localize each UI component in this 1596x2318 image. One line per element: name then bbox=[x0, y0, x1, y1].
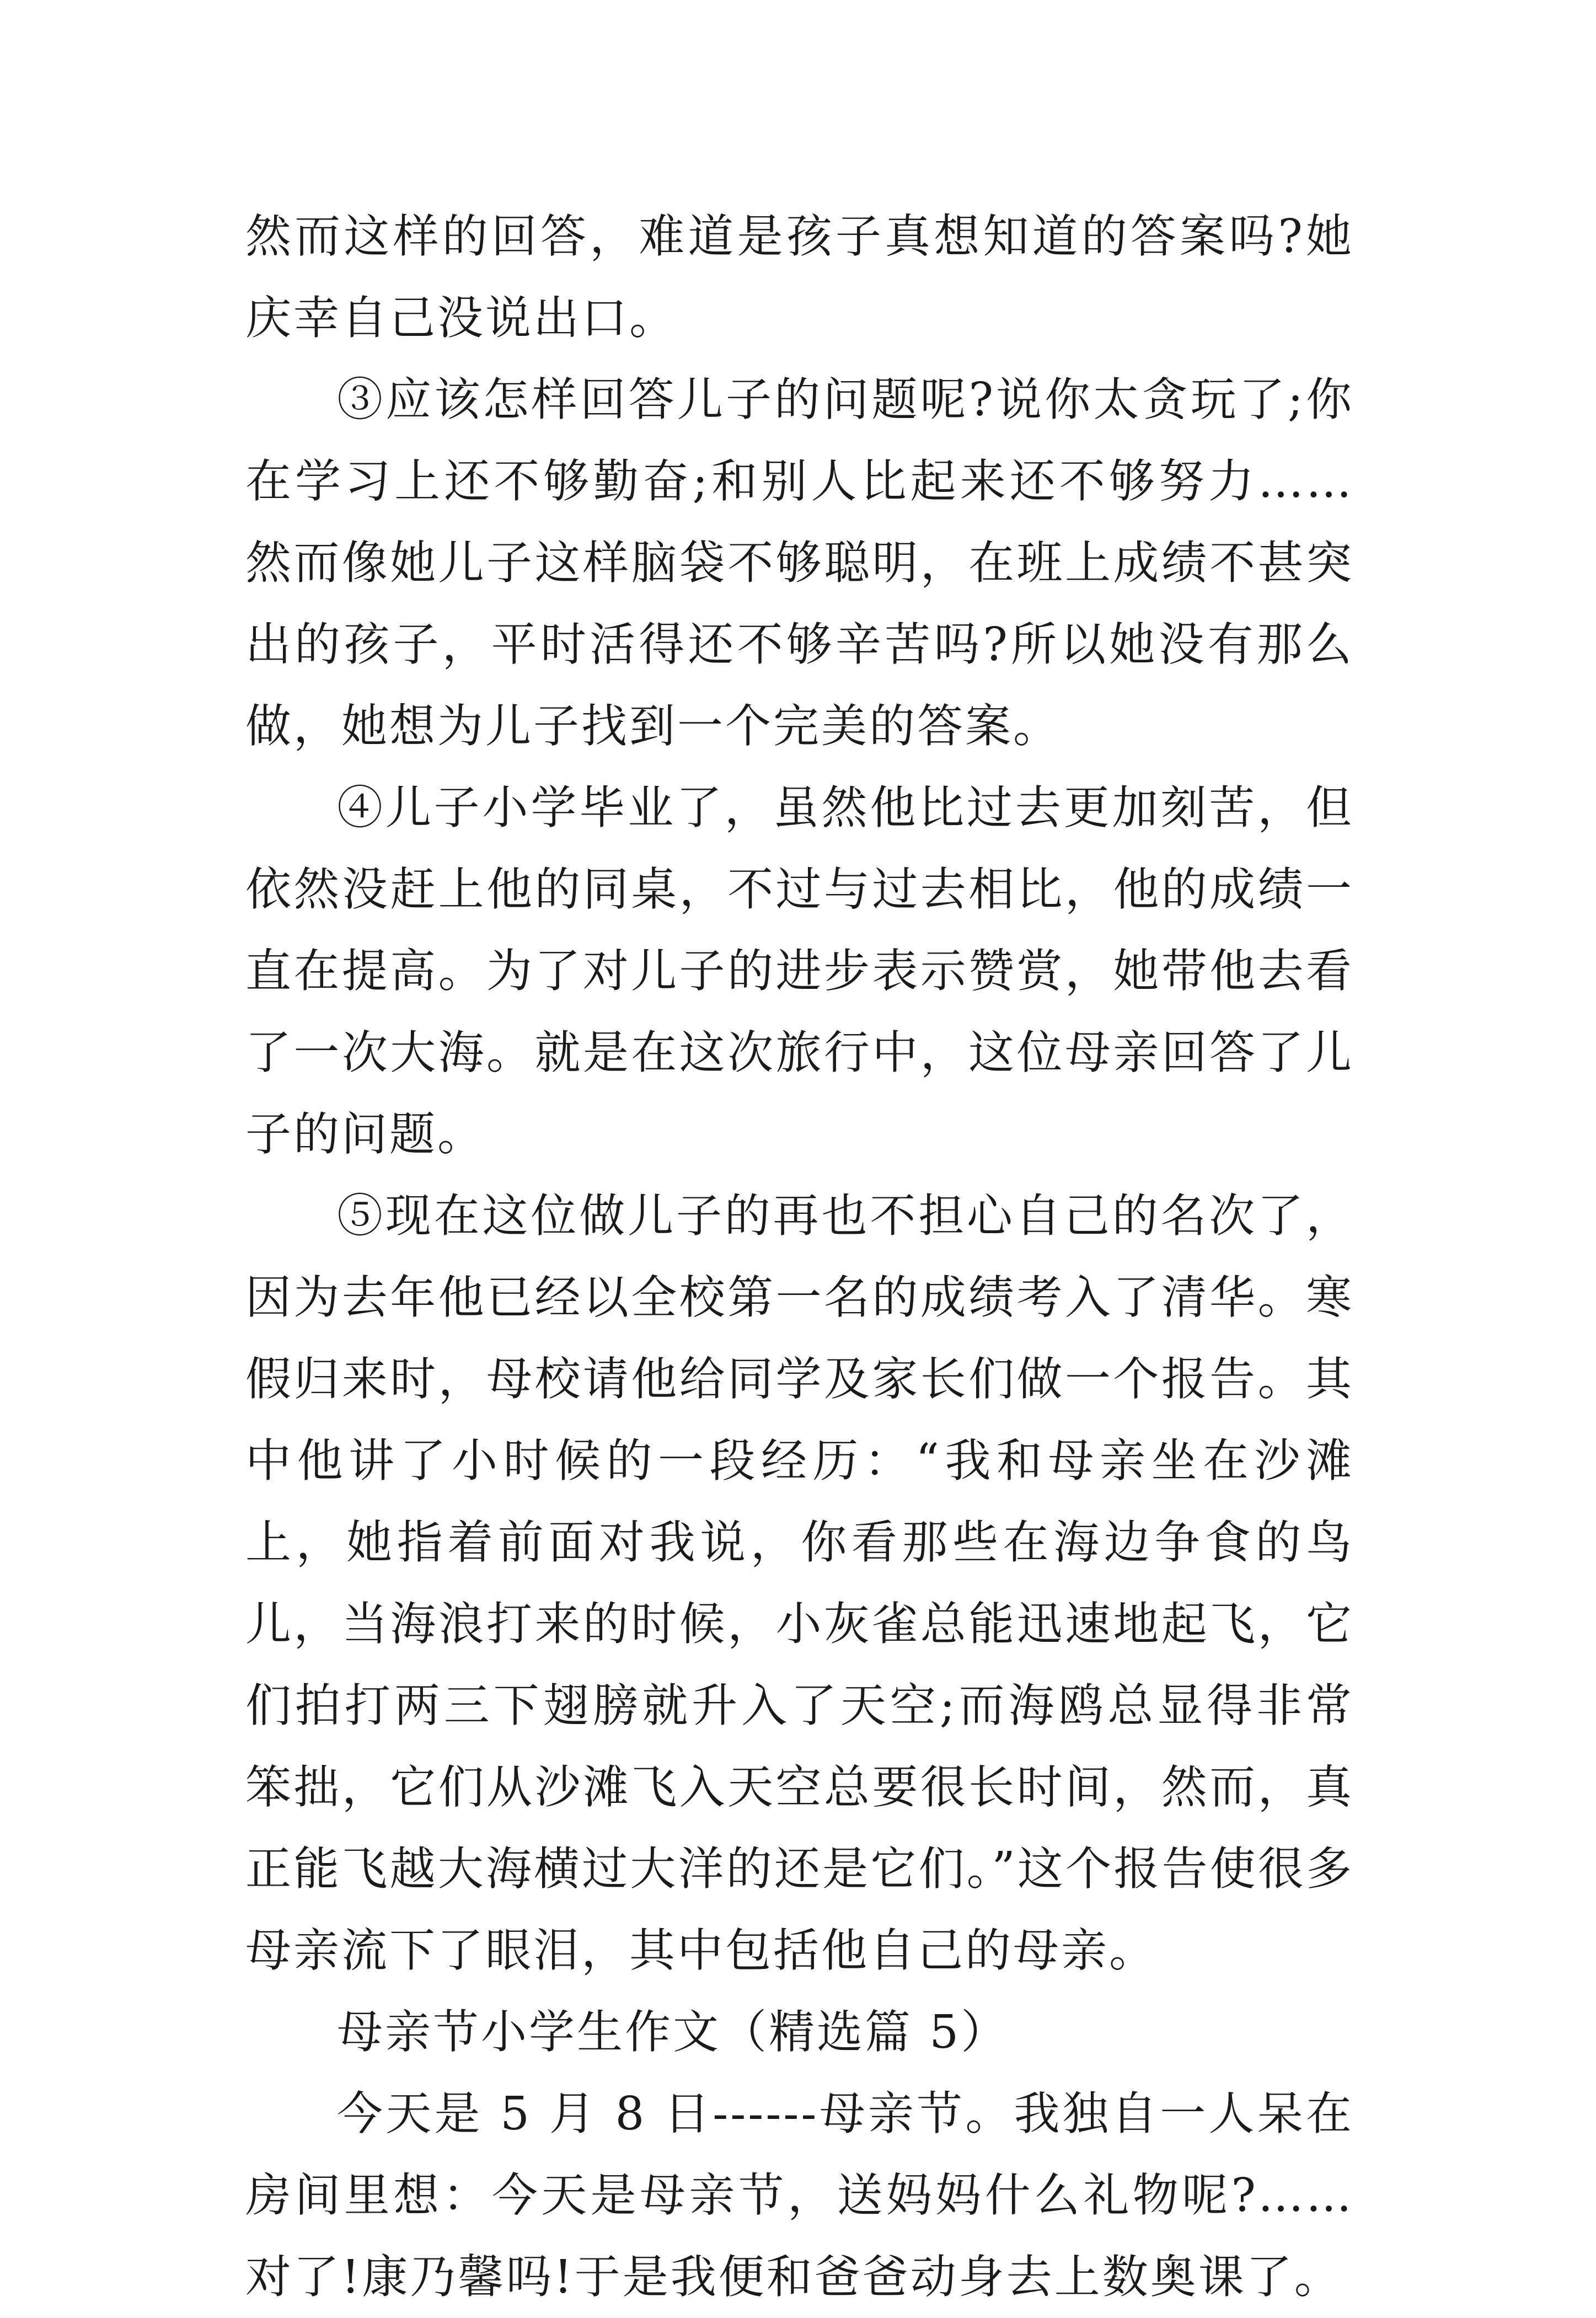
paragraph-6: 今天是 5 月 8 日------母亲节。我独自一人呆在房间里想：今天是母亲节，送妈妈什么礼物呢?……对了!康乃馨吗!于是我便和爸爸动身去上数奥课了。 bbox=[245, 2087, 1354, 2304]
document-body bbox=[245, 196, 1354, 2318]
paragraph-3: ③应该怎样回答儿子的问题呢?说你太贪玩了;你在学习上还不够勤奋;和别人比起来还不够努力……然而像她儿子这样脑袋不够聪明，在班上成绩不甚突出的孩子，平时活得还不够辛苦吗?所以她没有那么做，她想为儿子找到一个完美的答案。 bbox=[245, 373, 1354, 753]
paragraph-continuation: 然而这样的回答，难道是孩子真想知道的答案吗?她庆幸自己没说出口。 bbox=[245, 210, 1354, 345]
section-heading: 母亲节小学生作文（精选篇 5） bbox=[337, 2005, 1009, 2059]
paragraph-5: ⑤现在这位做儿子的再也不担心自己的名次了，因为去年他已经以全校第一名的成绩考入了清华。寒假归来时，母校请他给同学及家长们做一个报告。其中他讲了小时候的一段经历：“我和母亲坐在沙滩上，她指着前面对我说，你看那些在海边争食的鸟儿，当海浪打来的时候，小灰雀总能迅速地起飞，它们拍打两三下翅膀就升入了天空;而海鸥总显得非常笨拙，它们从沙滩飞入天空总要很长时间，然而，真正能飞越大海横过大洋的还是它们。”这个报告使很多母亲流下了眼泪，其中包括他自己的母亲。 bbox=[245, 1189, 1354, 1977]
paragraph-4: ④儿子小学毕业了，虽然他比过去更加刻苦，但依然没赶上他的同桌，不过与过去相比，他的成绩一直在提高。为了对儿子的进步表示赞赏，她带他去看了一次大海。就是在这次旅行中，这位母亲回答了儿子的问题。 bbox=[245, 781, 1354, 1161]
